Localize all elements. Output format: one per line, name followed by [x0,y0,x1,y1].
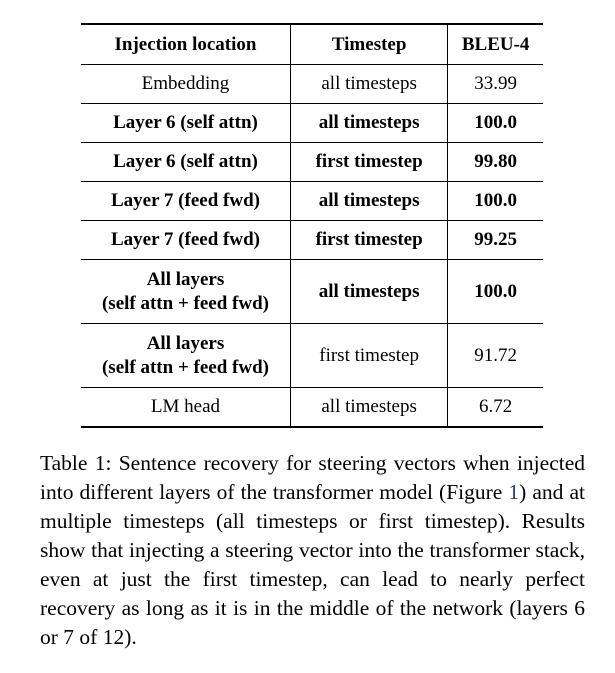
location-line: (self attn + feed fwd) [101,356,269,378]
results-table [81,23,543,428]
cell-bleu: 99.25 [448,221,543,260]
cell-bleu: 100.0 [448,182,543,221]
cell-timestep: all timesteps [290,182,447,221]
table-row [81,388,543,428]
table-caption [40,449,585,652]
cell-bleu: 91.72 [448,324,543,388]
cell-timestep: all timesteps [290,388,447,428]
cell-bleu: 100.0 [448,260,543,324]
cell-injection-location [81,143,290,182]
location-line: LM head [150,396,221,417]
table-row [81,260,543,324]
table-row [81,221,543,260]
cell-injection-location [81,182,290,221]
location-line: All layers [146,332,225,354]
caption-lead: Table 1: Sentence recovery for steering vectors when injected into different layers of the transformer model (Figure [40,451,585,504]
table-row [81,104,543,143]
location-line: Layer 6 (self attn) [113,112,258,133]
cell-injection-location [81,260,290,324]
cell-timestep: all timesteps [290,65,447,104]
cell-timestep: all timesteps [290,260,447,324]
cell-injection-location [81,221,290,260]
table-body [81,65,543,428]
cell-injection-location [81,104,290,143]
cell-timestep: all timesteps [290,104,447,143]
location-line: All layers [146,268,225,290]
location-line: Embedding [141,73,230,94]
table-row [81,182,543,221]
cell-bleu: 6.72 [448,388,543,428]
cell-bleu: 33.99 [448,65,543,104]
table-row [81,65,543,104]
cell-timestep: first timestep [290,324,447,388]
location-line: Layer 7 (feed fwd) [110,229,260,250]
location-line: Layer 7 (feed fwd) [110,190,260,211]
header-injection-location: Injection location [81,24,290,65]
table-row [81,143,543,182]
cell-injection-location [81,65,290,104]
header-timestep: Timestep [290,24,447,65]
cell-bleu: 99.80 [448,143,543,182]
cell-timestep: first timestep [290,221,447,260]
cell-injection-location [81,324,290,388]
cell-bleu: 100.0 [448,104,543,143]
location-line: (self attn + feed fwd) [101,292,269,314]
cell-timestep: first timestep [290,143,447,182]
table-row [81,324,543,388]
caption-tail: ) and at multiple timesteps (all timesteps or first timestep). Results show that injecting a steering vector into the transformer stack, even at just the first timestep, can lead to nearly perfect recovery as long as it is in the middle of the network (layers 6 or 7 of 12). [40,480,585,649]
figure-reference-link[interactable]: 1 [508,480,520,504]
cell-injection-location [81,388,290,428]
header-bleu: BLEU-4 [448,24,543,65]
table-header-row [81,24,543,65]
location-line: Layer 6 (self attn) [113,151,258,172]
